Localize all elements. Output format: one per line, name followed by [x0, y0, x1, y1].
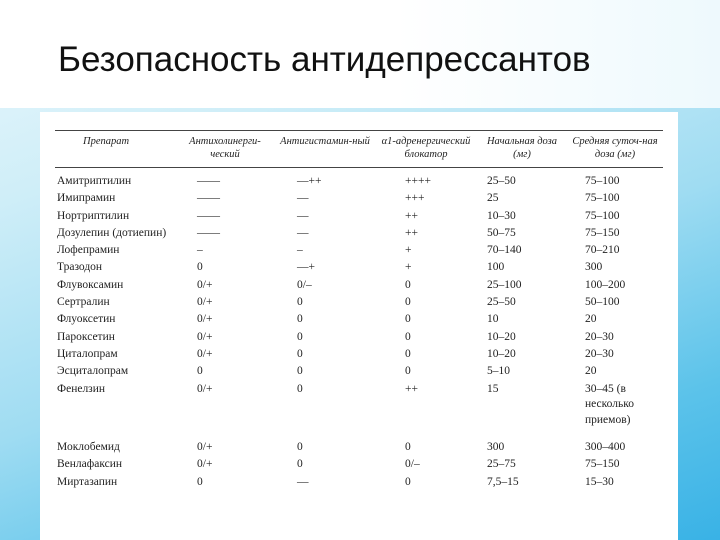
header-daily-dose: Средняя суточ-ная доза (мг) [567, 131, 663, 168]
cell-alpha1-blocker: 0/– [405, 458, 420, 471]
cell-daily-dose: 70–210 [585, 244, 620, 257]
cell-start-dose: 7,5–15 [487, 475, 519, 488]
cell-anticholinergic: 0/+ [197, 313, 213, 326]
table-row [55, 226, 663, 243]
cell-drug: Имипрамин [57, 192, 116, 205]
cell-daily-dose: 75–150 [585, 226, 620, 239]
table-row [55, 295, 663, 312]
cell-antihistamine: 0/– [297, 278, 312, 291]
cell-anticholinergic: 0 [197, 475, 203, 488]
header-anticholinergic: Антихолинерги-ческий [175, 131, 275, 168]
antidepressant-safety-table [55, 130, 663, 492]
cell-antihistamine: 0 [297, 365, 303, 378]
table-row [55, 278, 663, 295]
cell-alpha1-blocker: ++ [405, 226, 418, 239]
cell-daily-dose: 300 [585, 261, 603, 274]
cell-daily-dose: 20 [585, 313, 597, 326]
cell-start-dose: 25–50 [487, 296, 516, 309]
cell-antihistamine: – [297, 244, 303, 257]
cell-drug: Флуоксетин [57, 313, 116, 326]
cell-alpha1-blocker: 0 [405, 441, 411, 454]
table-row [55, 382, 663, 429]
cell-alpha1-blocker: ++ [405, 209, 418, 222]
cell-daily-dose: 300–400 [585, 441, 626, 454]
header-alpha1-blocker: α1-адренергический блокатор [375, 131, 477, 168]
cell-anticholinergic: 0/+ [197, 441, 213, 454]
cell-start-dose: 100 [487, 261, 505, 274]
table-row [55, 191, 663, 208]
table-row [55, 312, 663, 329]
cell-drug: Лофепрамин [57, 244, 120, 257]
table-row [55, 475, 663, 492]
table-row [55, 364, 663, 381]
cell-anticholinergic: —— [197, 175, 220, 187]
cell-drug: Дозулепин (дотиепин) [57, 226, 167, 239]
cell-alpha1-blocker: ++++ [405, 175, 431, 187]
cell-alpha1-blocker: 0 [405, 365, 411, 378]
cell-antihistamine: — [297, 209, 309, 222]
table-row [55, 168, 663, 192]
cell-start-dose: 10 [487, 313, 499, 326]
cell-start-dose: 25–50 [487, 175, 516, 187]
cell-start-dose: 300 [487, 441, 505, 454]
cell-daily-dose: 75–100 [585, 192, 620, 205]
slide-title: Безопасность антидепрессантов [58, 40, 591, 79]
header-start-dose: Начальная доза (мг) [477, 131, 567, 168]
cell-drug: Венлафаксин [57, 458, 123, 471]
cell-drug: Тразодон [57, 261, 103, 274]
table-row [55, 347, 663, 364]
cell-start-dose: 25–100 [487, 278, 522, 291]
cell-alpha1-blocker: + [405, 244, 412, 257]
cell-antihistamine: 0 [297, 382, 303, 395]
cell-start-dose: 70–140 [487, 244, 522, 257]
cell-drug: Моклобемид [57, 441, 120, 454]
cell-anticholinergic: 0/+ [197, 330, 213, 343]
cell-start-dose: 50–75 [487, 226, 516, 239]
cell-daily-dose: 20–30 [585, 330, 614, 343]
cell-alpha1-blocker: ++ [405, 382, 418, 395]
cell-alpha1-blocker: + [405, 261, 412, 274]
cell-daily-dose: 15–30 [585, 475, 614, 488]
header-drug: Препарат [55, 131, 175, 168]
cell-anticholinergic: 0/+ [197, 296, 213, 309]
row-spacer [55, 428, 663, 440]
cell-antihistamine: — [297, 475, 309, 488]
table-row [55, 209, 663, 226]
cell-start-dose: 25 [487, 192, 499, 205]
cell-daily-dose: 100–200 [585, 278, 626, 291]
cell-anticholinergic: 0/+ [197, 382, 213, 395]
cell-anticholinergic: 0/+ [197, 458, 213, 471]
cell-antihistamine: — [297, 226, 309, 239]
cell-antihistamine: —+ [297, 261, 315, 274]
cell-start-dose: 10–20 [487, 347, 516, 360]
cell-drug: Нортриптилин [57, 209, 130, 222]
cell-anticholinergic: —— [197, 209, 220, 222]
cell-drug: Пароксетин [57, 330, 115, 343]
cell-anticholinergic: 0/+ [197, 278, 213, 291]
cell-drug: Миртазапин [57, 475, 118, 488]
cell-anticholinergic: – [197, 244, 203, 257]
cell-start-dose: 15 [487, 382, 499, 395]
cell-drug: Фенелзин [57, 382, 106, 395]
cell-antihistamine: 0 [297, 458, 303, 471]
cell-start-dose: 10–20 [487, 330, 516, 343]
cell-daily-dose: 75–150 [585, 458, 620, 471]
cell-antihistamine: 0 [297, 313, 303, 326]
cell-alpha1-blocker: 0 [405, 475, 411, 488]
cell-daily-dose: 50–100 [585, 296, 620, 309]
table-row [55, 260, 663, 277]
cell-alpha1-blocker: 0 [405, 296, 411, 309]
cell-alpha1-blocker: 0 [405, 347, 411, 360]
cell-start-dose: 25–75 [487, 458, 516, 471]
cell-anticholinergic: 0 [197, 261, 203, 274]
table-row [55, 457, 663, 474]
cell-alpha1-blocker: 0 [405, 330, 411, 343]
table-row [55, 440, 663, 457]
cell-drug: Флувоксамин [57, 278, 124, 291]
table-panel [40, 112, 678, 540]
cell-antihistamine: 0 [297, 296, 303, 309]
cell-daily-dose: 75–100 [585, 209, 620, 222]
cell-start-dose: 10–30 [487, 209, 516, 222]
cell-antihistamine: 0 [297, 330, 303, 343]
cell-antihistamine: — [297, 192, 309, 205]
cell-drug: Циталопрам [57, 347, 118, 360]
cell-daily-dose: 20 [585, 365, 597, 378]
table-row [55, 330, 663, 347]
cell-drug: Сертралин [57, 296, 110, 309]
cell-daily-dose: 20–30 [585, 347, 614, 360]
cell-start-dose: 5–10 [487, 365, 510, 378]
cell-drug: Эсциталопрам [57, 365, 129, 378]
cell-antihistamine: 0 [297, 441, 303, 454]
cell-antihistamine: —++ [297, 175, 322, 187]
cell-anticholinergic: —— [197, 192, 220, 205]
cell-anticholinergic: 0/+ [197, 347, 213, 360]
cell-anticholinergic: —— [197, 226, 220, 239]
cell-daily-dose: 75–100 [585, 175, 620, 187]
table-header [55, 131, 663, 168]
table-body [55, 168, 663, 492]
cell-daily-dose: 30–45 (в несколько приемов) [585, 382, 634, 426]
cell-alpha1-blocker: 0 [405, 278, 411, 291]
header-antihistamine: Антигистамин-ный [275, 131, 375, 168]
spacer-cell [55, 428, 663, 440]
cell-alpha1-blocker: 0 [405, 313, 411, 326]
cell-anticholinergic: 0 [197, 365, 203, 378]
cell-alpha1-blocker: +++ [405, 192, 425, 205]
cell-drug: Амитриптилин [57, 175, 132, 187]
table-row [55, 243, 663, 260]
cell-antihistamine: 0 [297, 347, 303, 360]
